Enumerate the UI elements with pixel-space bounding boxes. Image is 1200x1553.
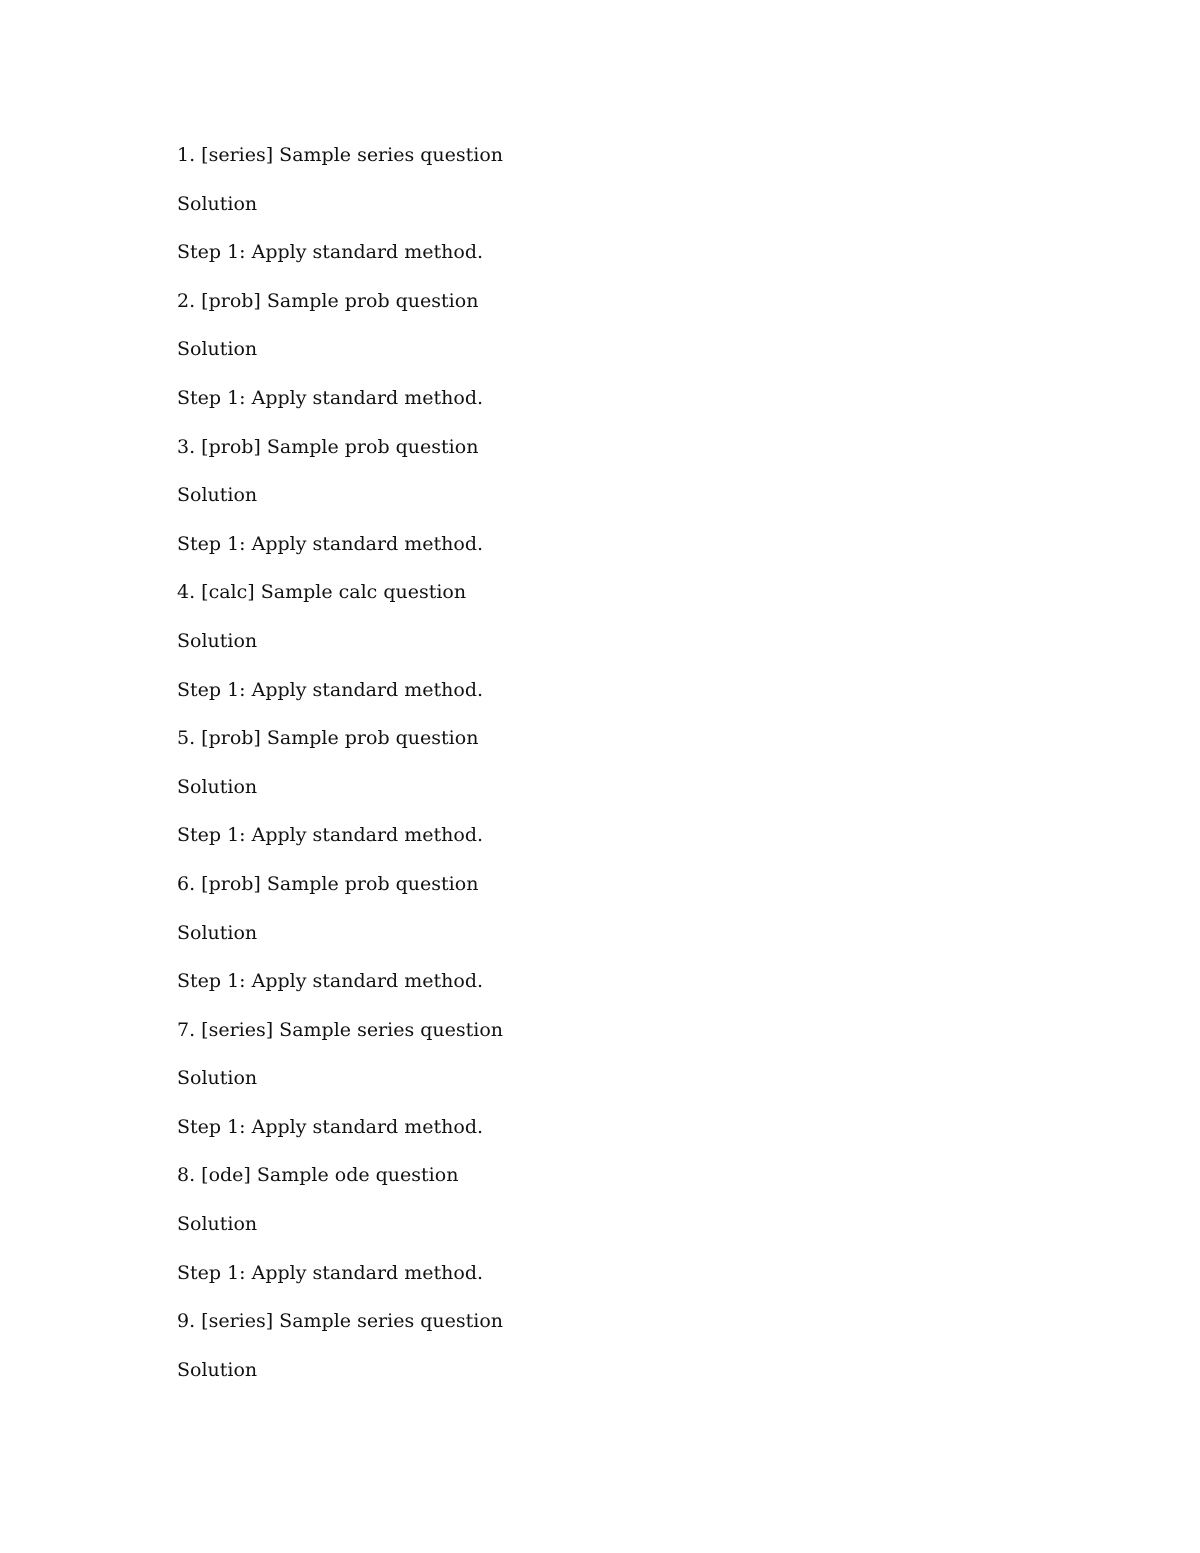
solution-label: Solution bbox=[177, 1358, 258, 1381]
question-heading: 3. [prob] Sample prob question bbox=[177, 435, 479, 458]
solution-label: Solution bbox=[177, 629, 258, 652]
solution-label: Solution bbox=[177, 1213, 258, 1236]
question-heading: 7. [series] Sample series question bbox=[177, 1018, 504, 1041]
question-heading: 9. [series] Sample series question bbox=[177, 1310, 504, 1333]
solution-step: Step 1: Apply standard method. bbox=[177, 970, 484, 993]
solution-label: Solution bbox=[177, 484, 258, 507]
solution-step: Step 1: Apply standard method. bbox=[177, 532, 484, 555]
solution-label: Solution bbox=[177, 775, 258, 798]
question-heading: 2. [prob] Sample prob question bbox=[177, 289, 479, 312]
document-body bbox=[177, 141, 1077, 1404]
solution-step: Step 1: Apply standard method. bbox=[177, 386, 484, 409]
question-heading: 5. [prob] Sample prob question bbox=[177, 727, 479, 750]
question-heading: 4. [calc] Sample calc question bbox=[177, 581, 467, 604]
question-heading: 8. [ode] Sample ode question bbox=[177, 1164, 459, 1187]
solution-label: Solution bbox=[177, 921, 258, 944]
solution-step: Step 1: Apply standard method. bbox=[177, 1261, 484, 1284]
solution-step: Step 1: Apply standard method. bbox=[177, 678, 484, 701]
solution-step: Step 1: Apply standard method. bbox=[177, 824, 484, 847]
solution-step: Step 1: Apply standard method. bbox=[177, 241, 484, 264]
solution-label: Solution bbox=[177, 192, 258, 215]
question-heading: 1. [series] Sample series question bbox=[177, 144, 504, 166]
solution-step: Step 1: Apply standard method. bbox=[177, 1115, 484, 1138]
solution-label: Solution bbox=[177, 338, 258, 361]
question-heading: 6. [prob] Sample prob question bbox=[177, 872, 479, 895]
solution-label: Solution bbox=[177, 1067, 258, 1090]
